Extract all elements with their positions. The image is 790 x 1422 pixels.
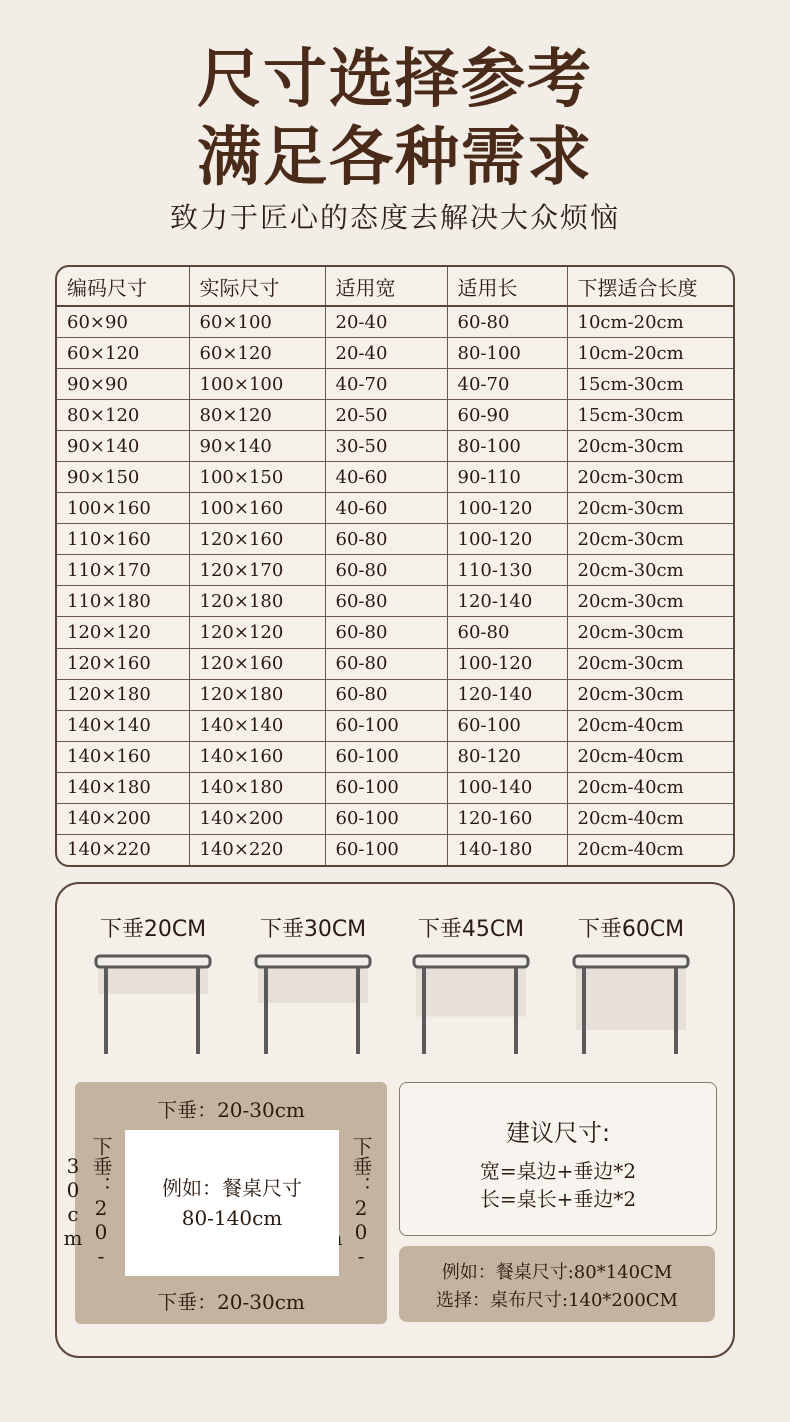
table-row — [57, 586, 733, 617]
table-drop-icon — [566, 950, 696, 1056]
table-cell: 60-90 — [447, 400, 567, 431]
table-row — [57, 493, 733, 524]
table-cell: 60-80 — [325, 524, 447, 555]
table-cell: 140×160 — [57, 741, 189, 772]
table-cell: 120×180 — [57, 679, 189, 710]
table-cell: 80-120 — [447, 741, 567, 772]
table-cell: 140×220 — [189, 834, 325, 865]
drop-label: 下垂45CM — [417, 917, 525, 942]
table-cell: 30-50 — [325, 431, 447, 462]
table-row — [57, 648, 733, 679]
table-cell: 60-80 — [447, 306, 567, 338]
page-title-line2: 满足各种需求 — [197, 121, 593, 195]
table-cell: 60×120 — [189, 338, 325, 369]
table-cell: 140×180 — [57, 772, 189, 803]
table-cell: 120-140 — [447, 679, 567, 710]
drop-bottom-label: 下垂：20-30cm — [157, 1290, 305, 1314]
table-cell: 60-100 — [325, 772, 447, 803]
table-cell: 10cm-20cm — [567, 306, 733, 338]
table-cell: 140×200 — [189, 803, 325, 834]
table-cell: 120×160 — [189, 648, 325, 679]
example-line1: 例如：餐桌尺寸:80*140CM — [441, 1262, 673, 1283]
header-fit-width: 适用宽 — [325, 267, 447, 306]
table-cell: 20cm-40cm — [567, 834, 733, 865]
size-table — [55, 265, 735, 867]
table-cell: 120-140 — [447, 586, 567, 617]
table-top — [574, 956, 688, 967]
table-cell: 140×180 — [189, 772, 325, 803]
table-cell: 40-60 — [325, 493, 447, 524]
table-cell: 10cm-20cm — [567, 338, 733, 369]
table-cell: 120×180 — [189, 679, 325, 710]
table-cell: 60-80 — [325, 617, 447, 648]
drop-top-label: 下垂：20-30cm — [157, 1098, 305, 1122]
drop-label: 下垂20CM — [99, 917, 207, 942]
table-cell: 40-70 — [447, 369, 567, 400]
table-drop-icon — [248, 950, 378, 1056]
table-cell: 120×120 — [189, 617, 325, 648]
table-cell: 60-100 — [325, 710, 447, 741]
table-cell: 110×160 — [57, 524, 189, 555]
table-cell: 100×160 — [57, 493, 189, 524]
table-cell: 100×160 — [189, 493, 325, 524]
table-row — [57, 803, 733, 834]
table-cell: 60-80 — [325, 648, 447, 679]
table-cell: 100-120 — [447, 493, 567, 524]
table-cell: 60-100 — [325, 803, 447, 834]
table-cell: 15cm-30cm — [567, 369, 733, 400]
table-cell: 100-120 — [447, 648, 567, 679]
drop-guide-panel — [55, 882, 735, 1358]
table-cell: 60-100 — [447, 710, 567, 741]
table-cell: 80×120 — [189, 400, 325, 431]
table-cell: 60×120 — [57, 338, 189, 369]
table-cell: 60-100 — [325, 834, 447, 865]
length-formula: 长=桌长+垂边*2 — [479, 1187, 637, 1211]
table-cell: 80-100 — [447, 338, 567, 369]
table-cell: 140×140 — [57, 710, 189, 741]
table-cell: 60-100 — [325, 741, 447, 772]
table-cell: 140×160 — [189, 741, 325, 772]
table-cell: 100×150 — [189, 462, 325, 493]
table-cell: 100×100 — [189, 369, 325, 400]
table-cell: 120×120 — [57, 617, 189, 648]
table-cell: 90×140 — [57, 431, 189, 462]
table-cell: 40-60 — [325, 462, 447, 493]
table-cell: 110×180 — [57, 586, 189, 617]
table-cell: 100-140 — [447, 772, 567, 803]
cloth-drop-shade — [416, 964, 526, 1017]
example-line2: 选择：桌布尺寸:140*200CM — [436, 1290, 678, 1311]
table-cell: 100-120 — [447, 524, 567, 555]
table-cell: 60-80 — [447, 617, 567, 648]
table-cell: 20cm-40cm — [567, 772, 733, 803]
diagram-example-line2: 80-140cm — [181, 1206, 283, 1230]
table-row — [57, 555, 733, 586]
header-actual-size: 实际尺寸 — [189, 267, 325, 306]
table-top-area — [125, 1130, 339, 1276]
table-cell: 20-50 — [325, 400, 447, 431]
header-fit-length: 适用长 — [447, 267, 567, 306]
table-row — [57, 338, 733, 369]
table-cell: 20cm-30cm — [567, 586, 733, 617]
header-code-size: 编码尺寸 — [57, 267, 189, 306]
table-top — [96, 956, 210, 967]
table-cell: 20cm-30cm — [567, 555, 733, 586]
table-cell: 90×90 — [57, 369, 189, 400]
tablecloth-diagram — [61, 1082, 387, 1324]
table-cell: 20cm-30cm — [567, 617, 733, 648]
table-drop-icon — [88, 950, 218, 1056]
table-cell: 140-180 — [447, 834, 567, 865]
table-row — [57, 617, 733, 648]
table-cell: 20cm-40cm — [567, 803, 733, 834]
table-cell: 60-80 — [325, 679, 447, 710]
table-cell: 20cm-40cm — [567, 741, 733, 772]
table-row — [57, 306, 733, 338]
table-cell: 140×140 — [189, 710, 325, 741]
table-drop-icon — [406, 950, 536, 1056]
drop-label: 下垂60CM — [577, 917, 685, 942]
table-cell: 90-110 — [447, 462, 567, 493]
table-row — [57, 400, 733, 431]
table-cell: 110×170 — [57, 555, 189, 586]
cloth-drop-shade — [258, 964, 368, 1003]
table-body — [57, 306, 733, 865]
table-row — [57, 369, 733, 400]
table-cell: 60-80 — [325, 555, 447, 586]
table-cell: 120×160 — [189, 524, 325, 555]
table-cell: 80×120 — [57, 400, 189, 431]
width-formula: 宽=桌边+垂边*2 — [479, 1159, 637, 1183]
table-cell: 120×180 — [189, 586, 325, 617]
table-cell: 90×140 — [189, 431, 325, 462]
table-cell: 120-160 — [447, 803, 567, 834]
table-cell: 20-40 — [325, 306, 447, 338]
diagram-example-line1: 例如：餐桌尺寸 — [162, 1176, 302, 1200]
drop-right-label: 下垂：20- — [349, 1136, 373, 1268]
table-cell: 20cm-30cm — [567, 524, 733, 555]
table-cell: 60×90 — [57, 306, 189, 338]
table-row — [57, 431, 733, 462]
table-top — [414, 956, 528, 967]
table-cell: 140×200 — [57, 803, 189, 834]
table-cell: 20cm-40cm — [567, 710, 733, 741]
table-cell: 60×100 — [189, 306, 325, 338]
page-title-line1: 尺寸选择参考 — [197, 43, 593, 117]
table-cell: 20cm-30cm — [567, 462, 733, 493]
table-cell: 15cm-30cm — [567, 400, 733, 431]
table-cell: 110-130 — [447, 555, 567, 586]
page-subtitle: 致力于匠心的态度去解决大众烦恼 — [169, 201, 620, 234]
table-cell: 20cm-30cm — [567, 648, 733, 679]
table-row — [57, 462, 733, 493]
suggestion-box — [399, 1082, 717, 1236]
table-cell: 80-100 — [447, 431, 567, 462]
example-box — [399, 1246, 715, 1322]
table-cell: 20cm-30cm — [567, 493, 733, 524]
table-cell: 90×150 — [57, 462, 189, 493]
table-row — [57, 524, 733, 555]
table-row — [57, 710, 733, 741]
table-cell: 20-40 — [325, 338, 447, 369]
cloth-drop-shade — [576, 964, 686, 1030]
table-top — [256, 956, 370, 967]
table-header-row — [57, 267, 733, 306]
table-cell: 120×170 — [189, 555, 325, 586]
header-drop-length: 下摆适合长度 — [567, 267, 733, 306]
suggestion-title: 建议尺寸: — [505, 1119, 611, 1147]
table-row — [57, 741, 733, 772]
table-cell: 60-80 — [325, 586, 447, 617]
table-cell: 140×220 — [57, 834, 189, 865]
table-row — [57, 834, 733, 865]
drop-left-label: 下垂：20-30cm — [61, 1136, 113, 1268]
table-cell: 120×160 — [57, 648, 189, 679]
table-cell: 20cm-30cm — [567, 679, 733, 710]
drop-label: 下垂30CM — [259, 917, 367, 942]
table-cell: 20cm-30cm — [567, 431, 733, 462]
table-cell: 40-70 — [325, 369, 447, 400]
table-row — [57, 772, 733, 803]
table-row — [57, 679, 733, 710]
